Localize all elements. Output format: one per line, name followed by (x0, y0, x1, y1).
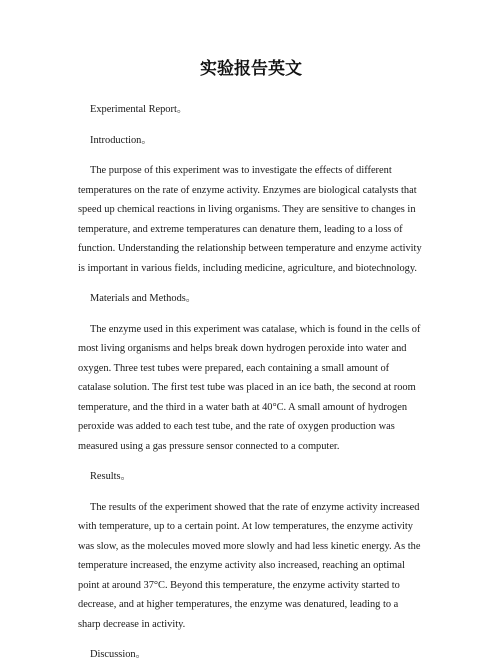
results-paragraph: The results of the experiment showed that the rate of enzyme activity increased with temperature, up to a certain point. At low temperatures, the enzyme activity was slow, as the molecules moved more slowly and had less kinetic energy. As the temperature increased, the enzyme activity also increased, reaching an optimal point at around 37°C. Beyond this temperature, the enzyme activity started to decrease, and at higher temperatures, the enzyme was denatured, leading to a sharp decrease in activity. (78, 501, 421, 630)
introduction-heading: Introduction。 (90, 134, 152, 146)
results-heading: Results。 (90, 471, 131, 482)
introduction-paragraph: The purpose of this experiment was to investigate the effects of different temperatures on the rate of enzyme activity. Enzymes are biological catalysts that speed up chemical reactions in living organisms. They are sensitive to changes in temperature, and extreme temperatures can denature them, leading to a loss of function. Understanding the relationship between temperature and enzyme activity is important in various fields, including medicine, agriculture, and biotechnology. (78, 165, 422, 274)
document-body (78, 100, 423, 665)
report-label: Experimental Report。 (90, 104, 188, 115)
document-title: 实验报告英文 (200, 59, 302, 79)
methods-heading: Materials and Methods。 (90, 293, 197, 304)
discussion-heading: Discussion。 (90, 649, 146, 660)
methods-paragraph: The enzyme used in this experiment was catalase, which is found in the cells of most living organisms and helps break down hydrogen peroxide into water and oxygen. Three test tubes were prepared, each containing a small amount of catalase solution. The first test tube was placed in an ice bath, the second at room temperature, and the third in a water bath at 40°C. A small amount of hydrogen peroxide was added to each test tube, and the rate of oxygen production was measured using a gas pressure sensor connected to a computer. (78, 323, 421, 452)
